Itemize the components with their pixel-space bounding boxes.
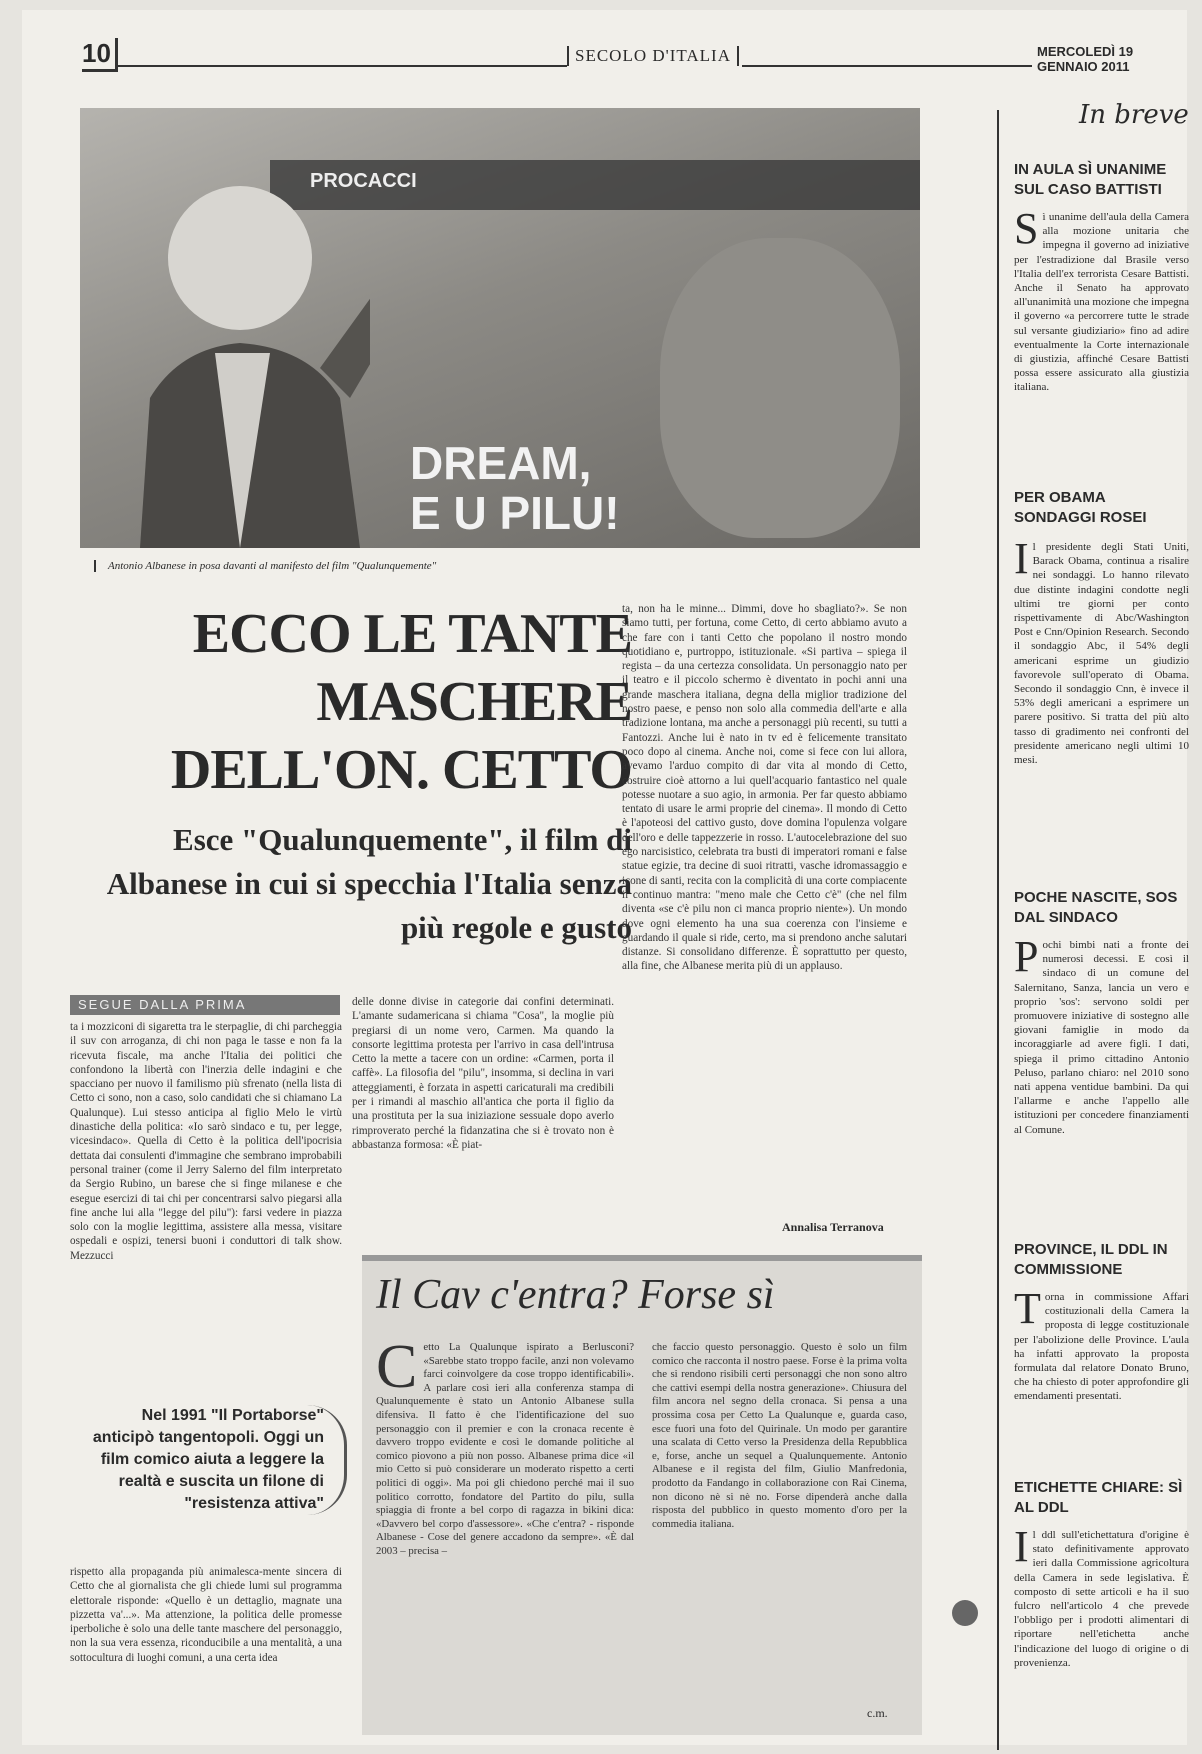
box-dropcap: C bbox=[376, 1341, 418, 1401]
brief-text: orna in commissione Affari costituzionali della Camera la proposta di legge costituzionale per l'abolizione delle Province. L'aula ha infatti approvato la proposta formulata dal relatore Donato Bruno, che ha chiesto di poter approfondire gli emendamenti presentati. bbox=[1014, 1291, 1189, 1403]
slogan-line-2: E U PILU! bbox=[410, 487, 620, 539]
header-rule-left bbox=[117, 65, 567, 67]
newspaper-page bbox=[22, 10, 1187, 1745]
headline: ECCO LE TANTE MASCHERE DELL'ON. CETTO bbox=[170, 603, 632, 801]
brief-title-battisti: IN AULA SÌ UNANIME SUL CASO BATTISTI bbox=[1014, 161, 1167, 198]
issue-date: MERCOLEDÌ 19 GENNAIO 2011 bbox=[1037, 44, 1134, 74]
article-column-left: ta i mozziconi di sigaretta tra le sterpaglie, di chi parcheggia il suv con arroganza, di chi non paga le tasse e non fa la ricevuta fiscale, ma anche l'Italia dei politici che confondono la libertà con l'inerzia delle indagini e che spacciano per nuovo il familismo più sfrenato (nella lista di Cetto ci sono, non a caso, solo candidati che si chiamano La Qualunque). Lui stesso anticipa al figlio Melo le virtù dinastiche della politica: «Io sarò sindaco e tu, per legge, vicesindaco». Quella di Cetto è la politica dell'ipocrisia dettata dai consulenti d'immagine che sembrano improbabili personal trainer (come il Jerry Salerno del film interpretato da Sergio Rubino, un barese che si finge milanese e che esegue esercizi di tai chi per concentrarsi salvo piegarsi alla fine anche lui alla "legge del pilu"): farsi vedere in piazza solo con la moglie legittima, assistere alla messa, visitare ospedali e ospizi, tenersi buoni i conduttori di talk show. Mezzucci bbox=[70, 1021, 342, 1262]
article-column-middle: delle donne divise in categorie dai confini determinati. L'amante sudamericana si chiama "Cosa", la moglie più pregiarsi di un nome vero, Carmen. Ma quando la consorte legittima protesta per l'arrivo in casa dell'intrusa Cetto la mette a tacere con un ordine: «Carmen, porta il caffè». La filosofia del "pilu", insomma, si declina in vari atteggiamenti, è forzata in aspetti caricaturali ma credibili per i rimandi al maschio all'antica che porta il figlio da una prostituta per la sua iniziazione sessuale dopo averlo rimproverato perché la fidanzatina che si è trovato non è abbastanza formosa: «È piat- bbox=[352, 996, 614, 1151]
article-signature: Annalisa Terranova bbox=[782, 1220, 884, 1234]
brief-body-battisti bbox=[1014, 204, 1189, 460]
lead-photo bbox=[80, 108, 920, 548]
brief-text: l ddl sull'etichettatura d'origine è stato definitivamente approvato ieri dalla Commissione agricoltura della Camera in sede legislativa. È composto di sette articoli e ha il suo fulcro nell'articolo 4 che prevede l'obbligo per i prodotti alimentari di riportare nell'etichetta anche l'indicazione del luogo di origine o di provenienza. bbox=[1014, 1529, 1189, 1669]
brief-body-obama bbox=[1014, 534, 1189, 880]
newspaper-name: SECOLO D'ITALIA bbox=[567, 46, 739, 66]
brief-dropcap: S bbox=[1014, 204, 1039, 253]
poster-face bbox=[660, 238, 900, 538]
boxed-article bbox=[362, 1255, 922, 1735]
poster-slogan bbox=[410, 438, 620, 538]
brief-dropcap: I bbox=[1014, 1522, 1029, 1571]
sidebar-label: In breve bbox=[1079, 100, 1189, 130]
subheadline: Esce "Qualunquemente", il film di Albanese in cui si specchia l'Italia senza più regole e gusto bbox=[106, 822, 632, 945]
page-header bbox=[62, 30, 1180, 74]
box-column-1 bbox=[376, 1341, 634, 1721]
brief-text: ì unanime dell'aula della Camera alla mozione unitaria che impegna il governo ad iniziative per l'estradizione dal Brasile verso l'Italia dell'ex terrorista Cesare Battisti. Anche il Senato ha approvato all'unanimità una mozione che impegna il governo «a percorrere tutte le strade sul versante giudiziario» fino ad adire eventualmente la Corte internazionale di giustizia, affinché Cesare Battisti possa essere assicurato alla giustizia italiana. bbox=[1014, 211, 1189, 394]
page-number: 10 bbox=[82, 38, 118, 72]
photo-caption: Antonio Albanese in posa davanti al manifesto del film "Qualunquemente" bbox=[94, 560, 436, 572]
sidebar-briefs bbox=[997, 100, 1192, 1750]
brief-title-province: PROVINCE, IL DDL IN COMMISSIONE bbox=[1014, 1241, 1168, 1278]
brief-dropcap: I bbox=[1014, 534, 1029, 583]
brief-title-obama: PER OBAMA SONDAGGI ROSEI bbox=[1014, 489, 1147, 526]
brief-text: ochi bimbi nati a fronte dei numerosi decessi. E così il sindaco di un comune del Salernitano, Sanza, lancia un vero e proprio 'sos': servono soldi per promuovere iniziative di sostegno alle giovani famiglie in modo da incoraggiarle ad avere figli. I dati, spiega il primo cittadino Antonio Peluso, parlano chiaro: nel 2010 sono nati appena ventidue bambini. Da qui l'allarme e anche l'appello alle istituzioni per concedere finanziamenti al Comune. bbox=[1014, 939, 1189, 1136]
box-column-2: che faccio questo personaggio. Questo è solo un film comico che racconta il nostro paese. Forse è la prima volta che si rendono risibili certi personaggi che non sono altro che cattivi esempi della nostra generazione». Chiusura del film ancora nel segno della cronaca. Si pensa a una prossima cosa per Cetto La Qualunque e, guarda caso, esce fuori una foto del Quirinale. Un modo per garantire una scalata di Cetto verso la Presidenza della Repubblica e, forse, anche un sequel a Qualunquemente. Antonio Albanese e il regista del film, Giulio Manfredonia, prodotto da Fandango in collaborazione con Rai Cinema, non dicono nè si nè no. Forse dipenderà anche dalla risposta del pubblico in questo momento d'oro per la commedia italiana. bbox=[652, 1341, 907, 1530]
article-column-left-bottom: rispetto alla propaganda più animalesca-mente sincera di Cetto che al giornalista che gli chiede lumi sul programma elettorale risponde: «Quello è un dettaglio, magnate una pizzetta va'...». Ma attenzione, la politica delle promesse iperboliche è solo una delle tante maschere del personaggio, non la sua vera essenza, riconducibile a una mentalità, a una sottocultura di luoghi comuni, a una certa idea bbox=[70, 1566, 342, 1664]
brief-title-nascite: POCHE NASCITE, SOS DAL SINDACO bbox=[1014, 889, 1178, 926]
continued-label: SEGUE DALLA PRIMA bbox=[70, 995, 340, 1015]
box-signature: c.m. bbox=[867, 1706, 888, 1720]
header-rule-right bbox=[742, 65, 1032, 67]
actor-figure bbox=[120, 148, 370, 548]
brief-text: l presidente degli Stati Uniti, Barack Obama, continua a risalire nei sondaggi. Lo hanno rilevato due distinte indagini condotte negli ultimi tre giorni per conto rispettivamente di Abc/Washington Post e Cnn/Opinion Research. Secondo il sondaggio Abc, il 54% degli americani esprime un giudizio favorevole sull'operato di Obama. Secondo il sondaggio Cnn, è invece il 53% degli americani a esprimere un parere positivo. Si tratta del più alto tasso di gradimento nei confronti del presidente americano negli ultimi 10 mesi. bbox=[1014, 541, 1189, 767]
ornament-icon bbox=[952, 1600, 978, 1626]
brief-title-etichette: ETICHETTE CHIARE: SÌ AL DDL bbox=[1014, 1479, 1183, 1516]
brief-body-etichette bbox=[1014, 1522, 1189, 1738]
slogan-line-1: DREAM, bbox=[410, 437, 592, 489]
poster-brand: PROCACCI bbox=[310, 170, 417, 192]
brief-dropcap: T bbox=[1014, 1284, 1041, 1333]
brief-body-province bbox=[1014, 1284, 1189, 1440]
brief-dropcap: P bbox=[1014, 932, 1039, 981]
pull-quote: Nel 1991 "Il Portaborse" anticipò tangentopoli. Oggi un film comico aiuta a leggere la realtà e suscita un filone di "resistenza attiva" bbox=[77, 1405, 347, 1515]
box-title: Il Cav c'entra? Forse sì bbox=[376, 1272, 775, 1318]
box-column-1-text: etto La Qualunque ispirato a Berlusconi? «Sarebbe stato troppo facile, anzi non volevamo farci coinvolgere da cose troppo identificabili». A parlare così ieri alla conferenza stampa di Qualunquemente è stato un Antonio Albanese sulla difensiva. Il fatto è che l'identificazione del suo personaggio con il premier e con la cronaca recente è davvero troppo evidente e così le domande politiche al comico piovono a più non posso. Albanese prima dice «il mio Cetto si può considerare un moderato rispetto a certi politici di oggi». Ma poi gli chiedono perché mai il suo politico corrotto, fondatore del Partito do pilu, sulla spiaggia di fronte a bel corpo di ragazza in bikini dica: «Davvero bel corpo d'assessore». «Che c'entra? - risponde Albanese - Cose del genere accadono da sempre». «È dal 2003 – precisa – bbox=[376, 1341, 634, 1557]
article-column-right: ta, non ha le minne... Dimmi, dove ho sbagliato?». Se non siamo tutti, per fortuna, come Cetto, di certo abbiamo avuto a che fare con i tanti Cetto che popolano il nostro mondo quotidiano e, purtroppo, istituzionale. «Si partiva – spiega il regista – da una certezza consolidata. Un personaggio nato per il teatro e il piccolo schermo è diventato in pochi anni una grande maschera italiana, degna della miglior tradizione del nostro paese, e penso non solo alla commedia dell'arte e alla tradizione lontana, ma anche a personaggi più recenti, su tutti a Fantozzi. Anche lui è nato in tv ed è felicemente transitato poco dopo al cinema. Anche noi, come si fece con lui allora, avevamo l'arduo compito di dar vita al mondo di Cetto, costruire cioè attorno a lui quell'acquario fantastico nel quale potesse nuotare a suo agio, in armonia. Per far questo abbiamo tentato di usare le armi proprie del cinema». Il mondo di Cetto è l'apoteosi del cattivo gusto, dove domina l'opulenza volgare dell'oro e delle tappezzerie in rosso. L'autocelebrazione del suo ego narcisistico, celebrata tra busti di imperatori romani e false statue egizie, tra decine di suoi ritratti, vasche idromassaggio e icone di santi, recita con la complicità di una corte compiacente il continuo mantra: "meno male che Cetto c'è" (che nel film diventa «se c'è pilu non ci manca proprio niente»). Un mondo dove ogni elemento ha una sua coerenza con l'insieme e guardando il quale si ride, certo, ma si prendono anche salutari distanze. Si consolidano differenze. È soprattutto per questo, alla fine, che Albanese merita più di un applauso. bbox=[622, 603, 907, 973]
